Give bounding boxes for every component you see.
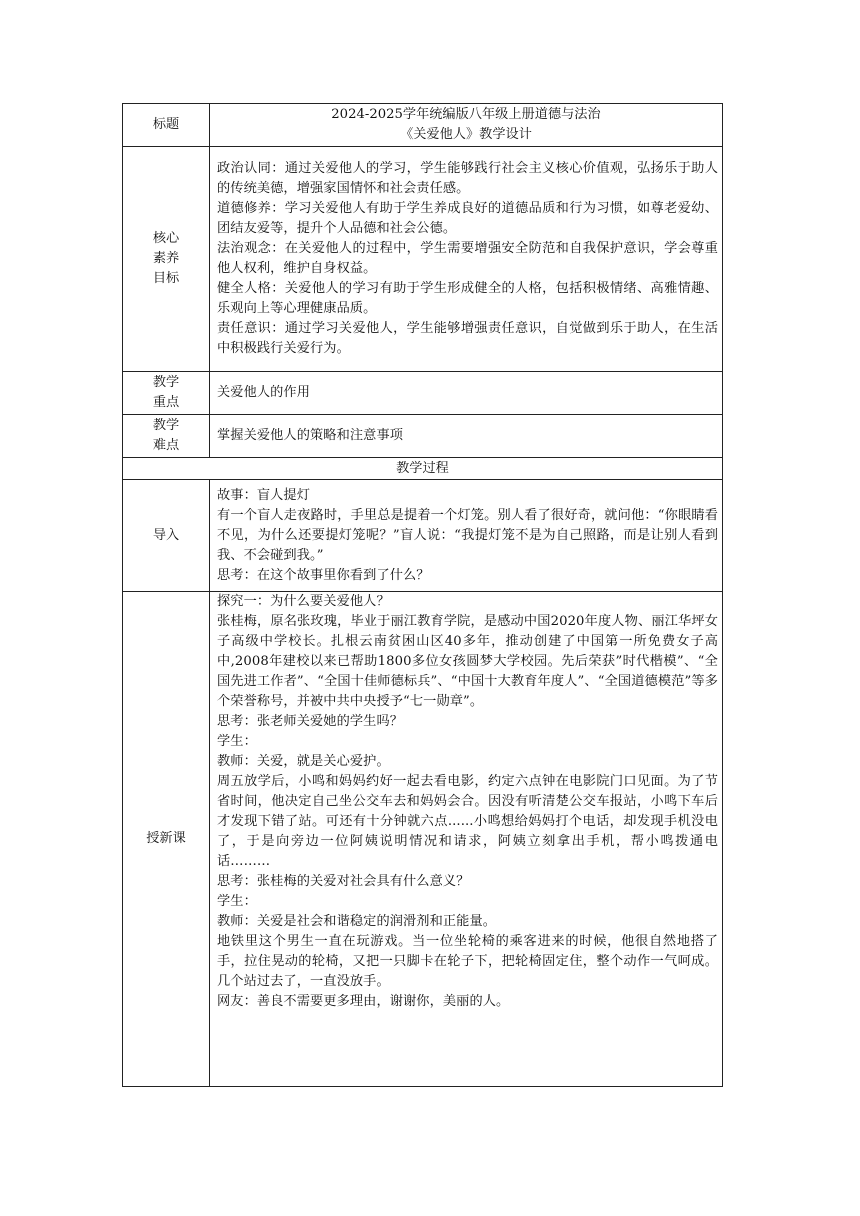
new-lesson-line: 学生： bbox=[217, 734, 257, 749]
new-lesson-row bbox=[123, 592, 723, 1087]
new-lesson-line: 张桂梅，原名张玫瑰，毕业于丽江教育学院，是感动中国2020年度人物、丽江华坪女子高级中学校长。扎根云南贫困山区40多年，推动创建了中国第一所免费女子高中,2008年建校以来已帮助1800多位女孩圆梦大学校园。先后荣获”时代楷模”、“全国先进工作者”、“全国十佳师德标兵”、“中国十大教育年度人”、“全国道德模范”等多个荣誉称号，并被中共中央授予“七一勋章”。 bbox=[217, 614, 718, 709]
core-literacy-label: 核心 素养 目标 bbox=[123, 147, 210, 372]
title-label: 标题 bbox=[123, 104, 210, 147]
intro-line: 有一个盲人走夜路时，手里总是提着一个灯笼。别人看了很好奇，就问他：“你眼睛看不见，为什么还要提灯笼呢？”盲人说：“我提灯笼不是为自己照路，而是让别人看到我、不会碰到我。” bbox=[217, 507, 718, 563]
title-row bbox=[123, 104, 723, 147]
new-lesson-line: 周五放学后，小鸣和妈妈约好一起去看电影，约定六点钟在电影院门口见面。为了节省时间，他决定自己坐公交车去和妈妈会合。因没有听清楚公交车报站，小鸣下车后才发现下错了站。可还有十分钟就六点......小鸣想给妈妈打个电话，却发现手机没电了，于是向旁边一位阿姨说明情况和请求，阿姨立刻拿出手机，帮小鸣拨通电话……… bbox=[217, 774, 718, 869]
core-item-law: 法治观念：在关爱他人的过程中，学生需要增强安全防范和自我保护意识，学会尊重他人权利，维护自身权益。 bbox=[217, 241, 718, 276]
core-literacy-content bbox=[210, 147, 723, 372]
process-header-row bbox=[123, 458, 723, 480]
new-lesson-label: 授新课 bbox=[123, 592, 210, 1087]
intro-content bbox=[210, 480, 723, 592]
title-cell bbox=[210, 104, 723, 147]
intro-row bbox=[123, 480, 723, 592]
new-lesson-line: 教师：关爱，就是关心爱护。 bbox=[217, 754, 390, 769]
core-item-personality: 健全人格：关爱他人的学习有助于学生形成健全的人格，包括积极情绪、高雅情趣、乐观向上等心理健康品质。 bbox=[217, 281, 718, 316]
core-item-responsibility: 责任意识：通过学习关爱他人，学生能够增强责任意识，自觉做到乐于助人，在生活中积极践行关爱行为。 bbox=[217, 321, 718, 356]
doc-title-line-1: 2024-2025学年统编版八年级上册道德与法治 bbox=[331, 107, 601, 122]
key-point-label: 教学 重点 bbox=[123, 372, 210, 415]
new-lesson-line: 思考：张老师关爱她的学生吗？ bbox=[217, 714, 404, 729]
difficult-point-label: 教学 难点 bbox=[123, 415, 210, 458]
doc-title-line-2: 《关爱他人》教学设计 bbox=[400, 127, 532, 142]
difficult-point-content: 掌握关爱他人的策略和注意事项 bbox=[210, 415, 723, 458]
new-lesson-line: 思考：张桂梅的关爱对社会具有什么意义？ bbox=[217, 874, 470, 889]
core-literacy-row bbox=[123, 147, 723, 372]
intro-label: 导入 bbox=[123, 480, 210, 592]
lesson-plan-page bbox=[122, 103, 722, 1087]
core-item-political: 政治认同：通过关爱他人的学习，学生能够践行社会主义核心价值观，弘扬乐于助人的传统美德，增强家国情怀和社会责任感。 bbox=[217, 161, 718, 196]
new-lesson-line: 地铁里这个男生一直在玩游戏。当一位坐轮椅的乘客进来的时候，他很自然地搭了手，拉住晃动的轮椅，又把一只脚卡在轮子下，把轮椅固定住，整个动作一气呵成。几个站过去了，一直没放手。 bbox=[217, 934, 718, 989]
intro-line: 故事：盲人提灯 bbox=[217, 487, 311, 503]
lesson-plan-table bbox=[122, 103, 723, 1087]
new-lesson-content bbox=[210, 592, 723, 1087]
core-item-moral: 道德修养：学习关爱他人有助于学生养成良好的道德品质和行为习惯，如尊老爱幼、团结友爱等，提升个人品德和社会公德。 bbox=[217, 201, 718, 236]
key-point-row bbox=[123, 372, 723, 415]
intro-line: 思考：在这个故事里你看到了什么？ bbox=[217, 567, 430, 583]
key-point-content: 关爱他人的作用 bbox=[210, 372, 723, 415]
difficult-point-row bbox=[123, 415, 723, 458]
new-lesson-line: 学生： bbox=[217, 894, 257, 909]
new-lesson-line: 教师：关爱是社会和谐稳定的润滑剂和正能量。 bbox=[217, 914, 497, 929]
new-lesson-line: 探究一：为什么要关爱他人？ bbox=[217, 594, 390, 609]
new-lesson-line: 网友：善良不需要更多理由，谢谢你，美丽的人。 bbox=[217, 994, 510, 1009]
process-header: 教学过程 bbox=[123, 458, 723, 480]
